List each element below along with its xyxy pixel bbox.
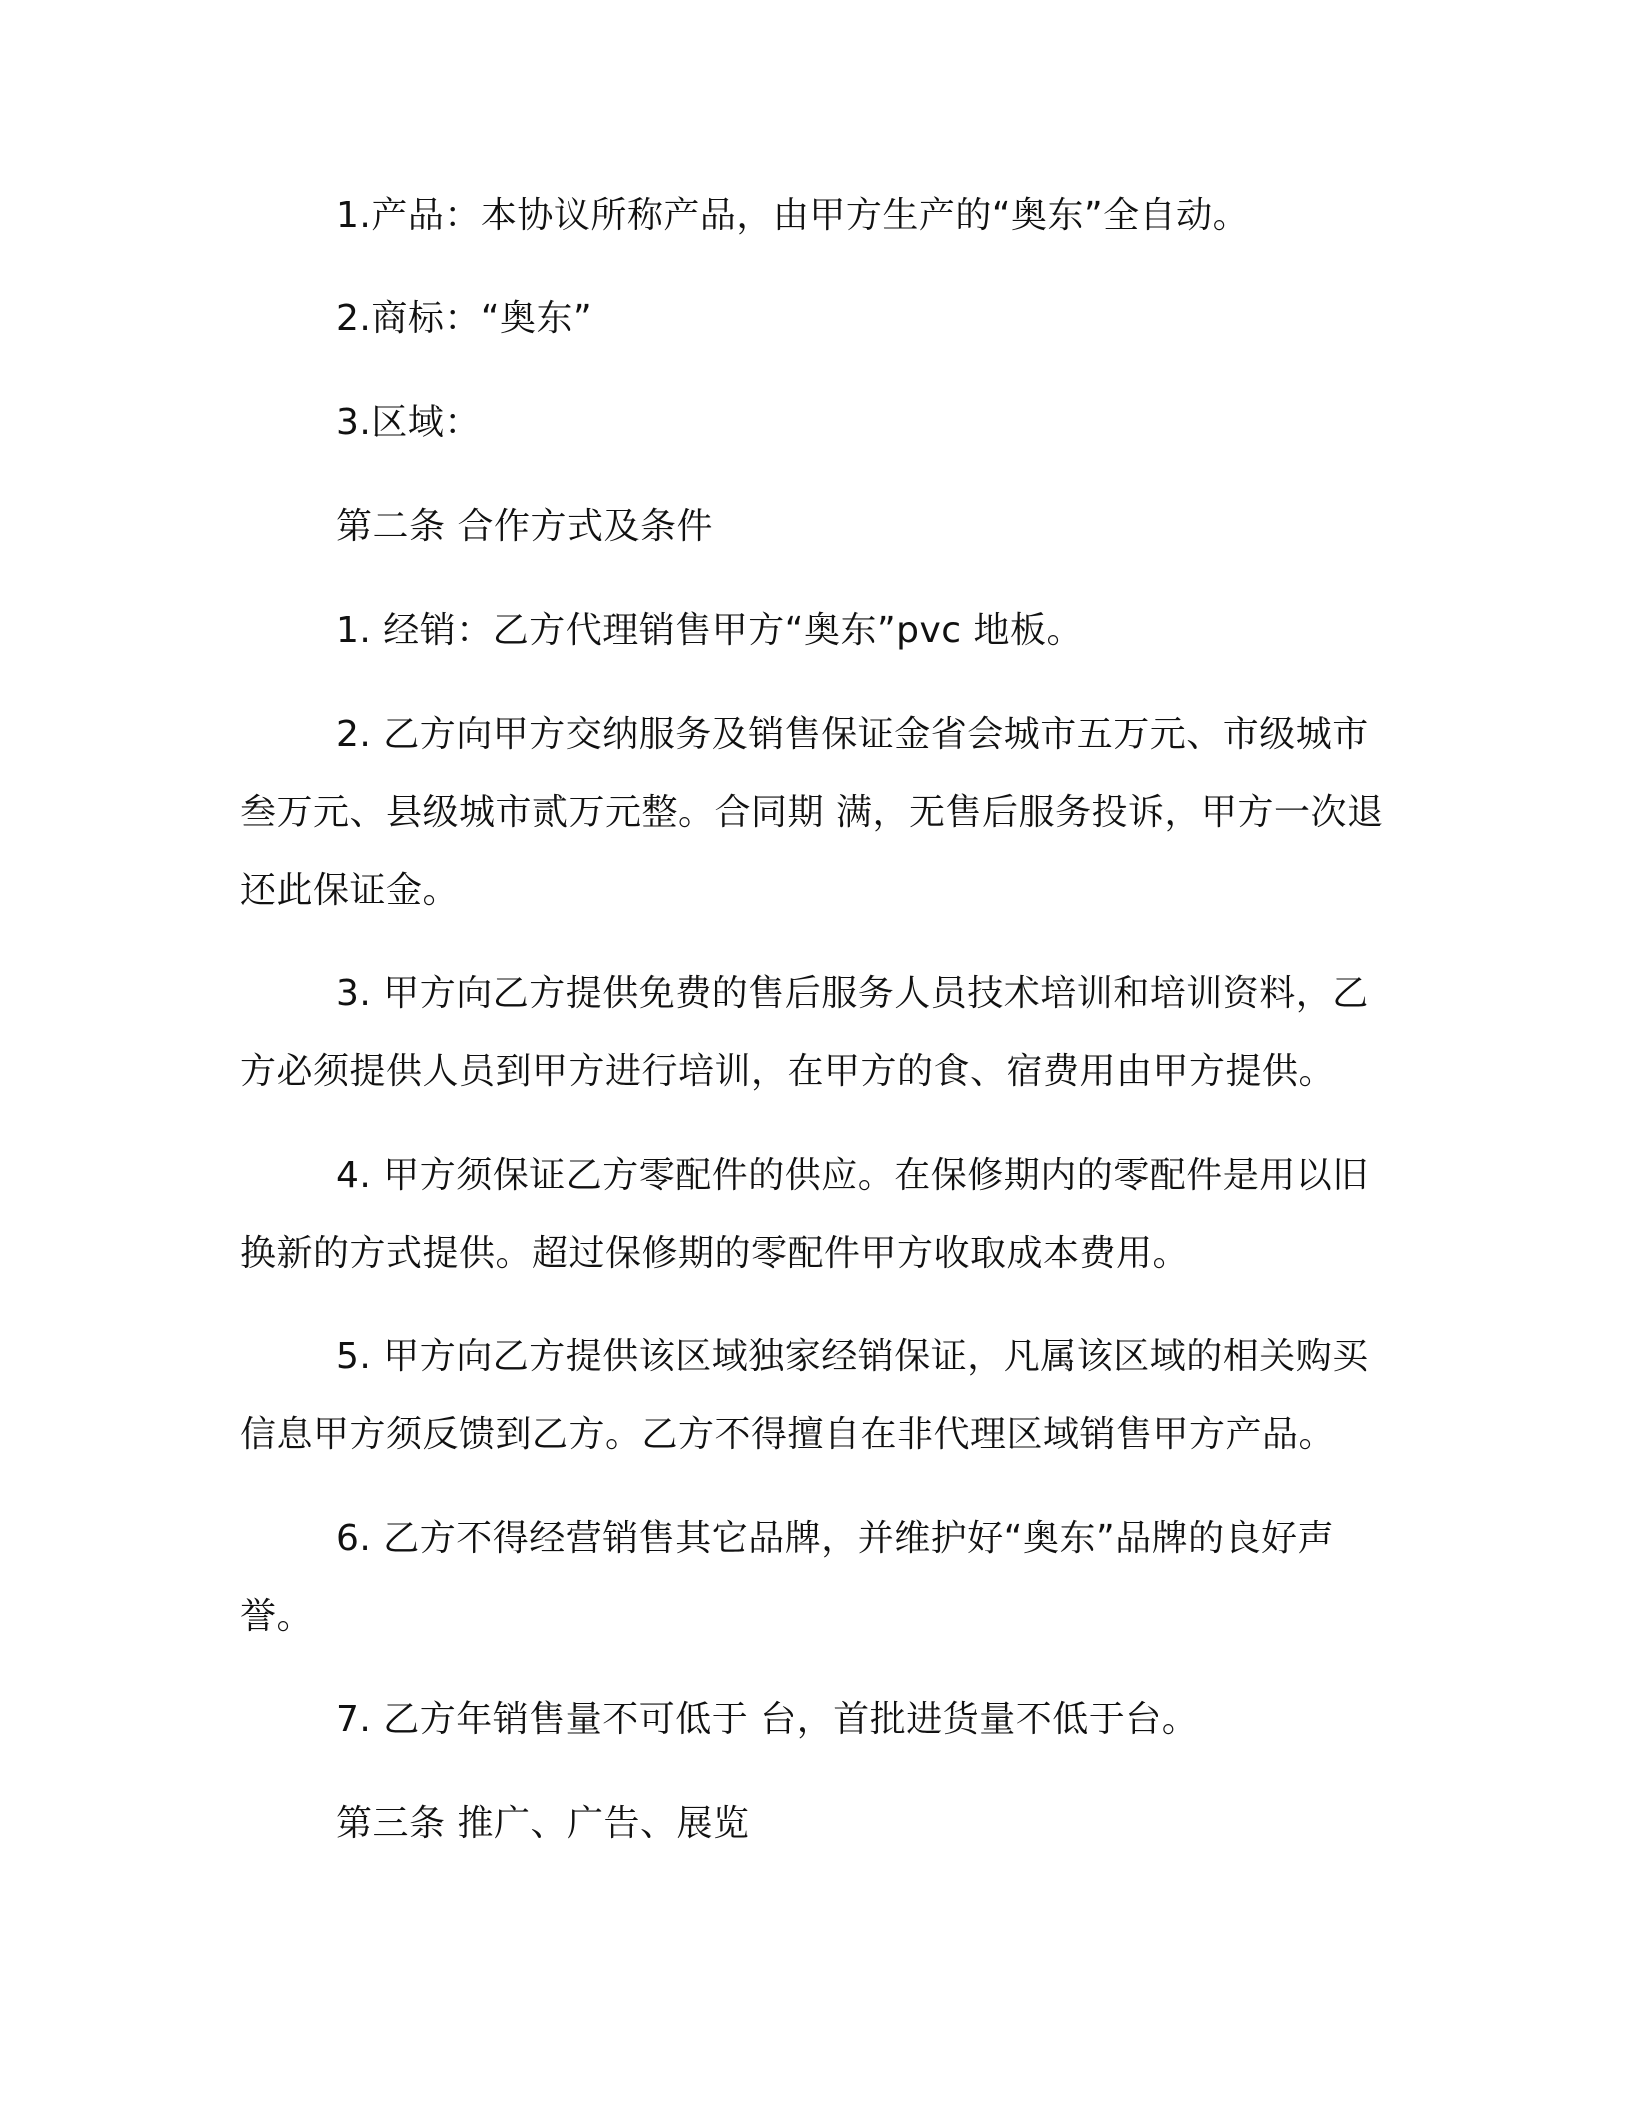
paragraph-trademark: 2.商标：“奥东” xyxy=(336,298,593,339)
paragraph-exclusive-region: 5. 甲方向乙方提供该区域独家经销保证，凡属该区域的相关购买信息甲方须反馈到乙方。乙方不得擅自在非代理区域销售甲方产品。 xyxy=(240,1336,1369,1455)
section-heading-article-3: 第三条 推广、广告、展览 xyxy=(336,1803,750,1844)
paragraph-sales-volume: 7. 乙方年销售量不可低于 台，首批进货量不低于台。 xyxy=(336,1699,1199,1740)
paragraph-product: 1.产品：本协议所称产品，由甲方生产的“奥东”全自动。 xyxy=(336,195,1250,236)
paragraph-distribution: 1. 经销：乙方代理销售甲方“奥东”pvc 地板。 xyxy=(336,610,1083,651)
paragraph-deposit: 2. 乙方向甲方交纳服务及销售保证金省会城市五万元、市级城市叁万元、县级城市贰万元整。合同期 满，无售后服务投诉，甲方一次退还此保证金。 xyxy=(240,714,1384,911)
paragraph-region: 3.区域： xyxy=(336,402,481,443)
paragraph-brand: 6. 乙方不得经营销售其它品牌，并维护好“奥东”品牌的良好声誉。 xyxy=(240,1518,1335,1637)
paragraph-spare-parts: 4. 甲方须保证乙方零配件的供应。在保修期内的零配件是用以旧换新的方式提供。超过保修期的零配件甲方收取成本费用。 xyxy=(240,1155,1369,1274)
section-heading-article-2: 第二条 合作方式及条件 xyxy=(336,506,713,547)
paragraph-training: 3. 甲方向乙方提供免费的售后服务人员技术培训和培训资料，乙方必须提供人员到甲方进行培训，在甲方的食、宿费用由甲方提供。 xyxy=(240,973,1369,1092)
